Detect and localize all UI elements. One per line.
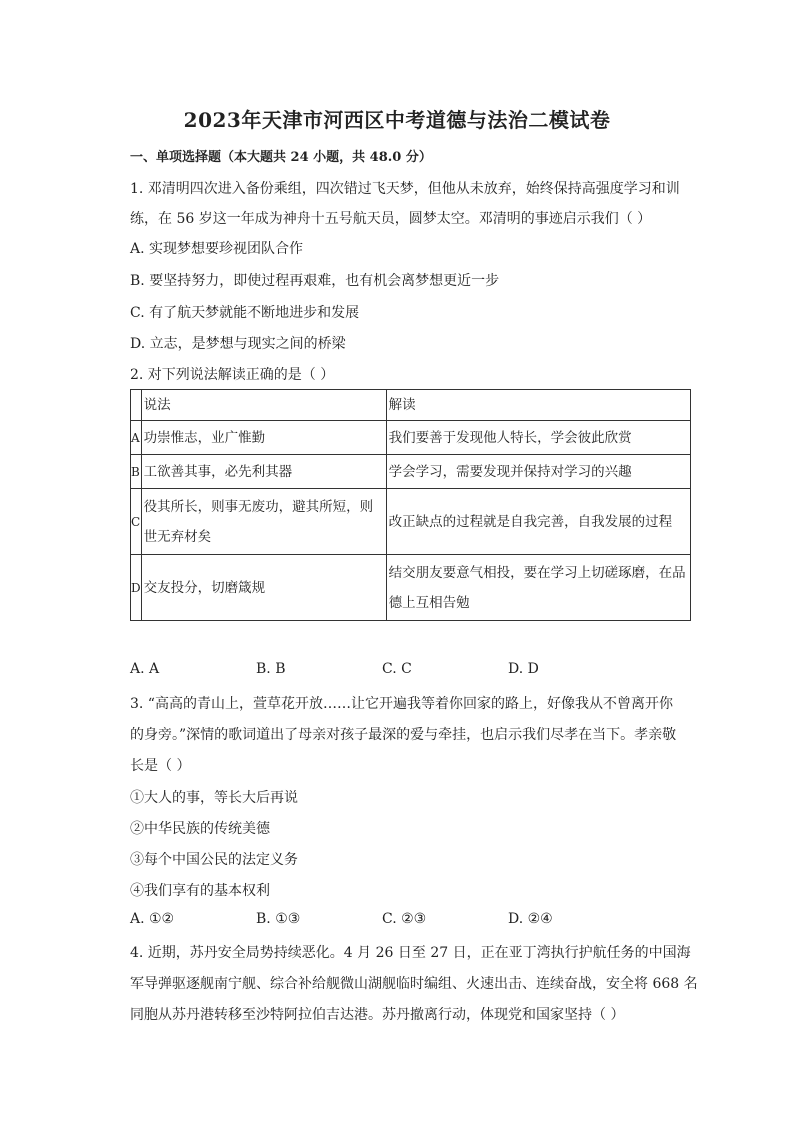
table-row: [131, 489, 691, 555]
q2-answer-a: A. A: [130, 661, 160, 677]
q3-stem-line-1: 3. “高高的青山上，萱草花开放……让它开遍我等着你回家的路上，好像我从不曾离开你: [130, 696, 673, 712]
row-reading: 学会学习，需要发现并保持对学习的兴趣: [386, 455, 690, 489]
q1-option-b: B. 要坚持努力，即使过程再艰难，也有机会离梦想更近一步: [130, 273, 500, 289]
q4-stem-line-2: 军导弹驱逐舰南宁舰、综合补给舰微山湖舰临时编组、火速出击、连续奋战，安全将 668 名: [130, 976, 698, 992]
row-reading: 我们要善于发现他人特长，学会彼此欣赏: [386, 421, 690, 455]
q4-stem-line-1: 4. 近期，苏丹安全局势持续恶化。4 月 26 日至 27 日，正在亚丁湾执行护航任务的中国海: [130, 945, 691, 961]
q3-item-3: ③每个中国公民的法定义务: [130, 852, 298, 868]
row-saying: 功崇惟志，业广惟勤: [141, 421, 386, 455]
table-header-letter: [131, 390, 142, 421]
q3-answer-b: B. ①③: [256, 911, 301, 927]
row-letter: C: [131, 489, 142, 555]
q2-stem: 2. 对下列说法解读正确的是（ ）: [130, 367, 335, 383]
q3-stem-line-2: 的身旁。”深情的歌词道出了母亲对孩子最深的爱与牵挂，也启示我们尽孝在当下。孝亲敬: [130, 727, 677, 743]
row-letter: A: [131, 421, 142, 455]
q1-stem-line-1: 1. 邓清明四次进入备份乘组，四次错过飞天梦，但他从未放弃，始终保持高强度学习和训: [130, 181, 680, 197]
row-saying: 交友投分，切磨箴规: [141, 555, 386, 621]
table-header-row: [131, 390, 691, 421]
q1-option-a: A. 实现梦想要珍视团队合作: [130, 241, 304, 257]
q3-item-2: ②中华民族的传统美德: [130, 821, 270, 837]
q3-item-4: ④我们享有的基本权利: [130, 883, 270, 899]
q4-stem-line-3: 同胞从苏丹港转移至沙特阿拉伯吉达港。苏丹撤离行动，体现党和国家坚持（ ）: [130, 1007, 625, 1023]
row-letter: D: [131, 555, 142, 621]
row-letter: B: [131, 455, 142, 489]
table-row: [131, 555, 691, 621]
q1-option-c: C. 有了航天梦就能不断地进步和发展: [130, 305, 360, 321]
row-reading: 结交朋友要意气相投，要在学习上切磋琢磨，在品德上互相告勉: [386, 555, 690, 621]
table-header-saying: 说法: [141, 390, 386, 421]
q3-answer-a: A. ①②: [130, 911, 175, 927]
row-saying: 役其所长，则事无废功，避其所短，则世无弃材矣: [141, 489, 386, 555]
table-header-reading: 解读: [386, 390, 690, 421]
q2-table: [130, 389, 691, 621]
q1-option-d: D. 立志，是梦想与现实之间的桥梁: [130, 336, 346, 352]
row-saying: 工欲善其事，必先利其器: [141, 455, 386, 489]
q2-answer-d: D. D: [508, 661, 539, 677]
q3-stem-line-3: 长是（ ）: [130, 758, 191, 774]
q3-item-1: ①大人的事，等长大后再说: [130, 790, 298, 806]
table-row: [131, 421, 691, 455]
row-reading: 改正缺点的过程就是自我完善，自我发展的过程: [386, 489, 690, 555]
q3-answer-d: D. ②④: [508, 911, 553, 927]
section-heading: 一、单项选择题（本大题共 24 小题，共 48.0 分）: [130, 150, 432, 165]
q3-answer-c: C. ②③: [382, 911, 427, 927]
page-title: 2023年天津市河西区中考道德与法治二模试卷: [183, 108, 611, 132]
table-row: [131, 455, 691, 489]
q1-stem-line-2: 练，在 56 岁这一年成为神舟十五号航天员，圆梦太空。邓清明的事迹启示我们（ ）: [130, 211, 652, 227]
q2-answer-b: B. B: [256, 661, 286, 677]
q2-answer-c: C. C: [382, 661, 412, 677]
